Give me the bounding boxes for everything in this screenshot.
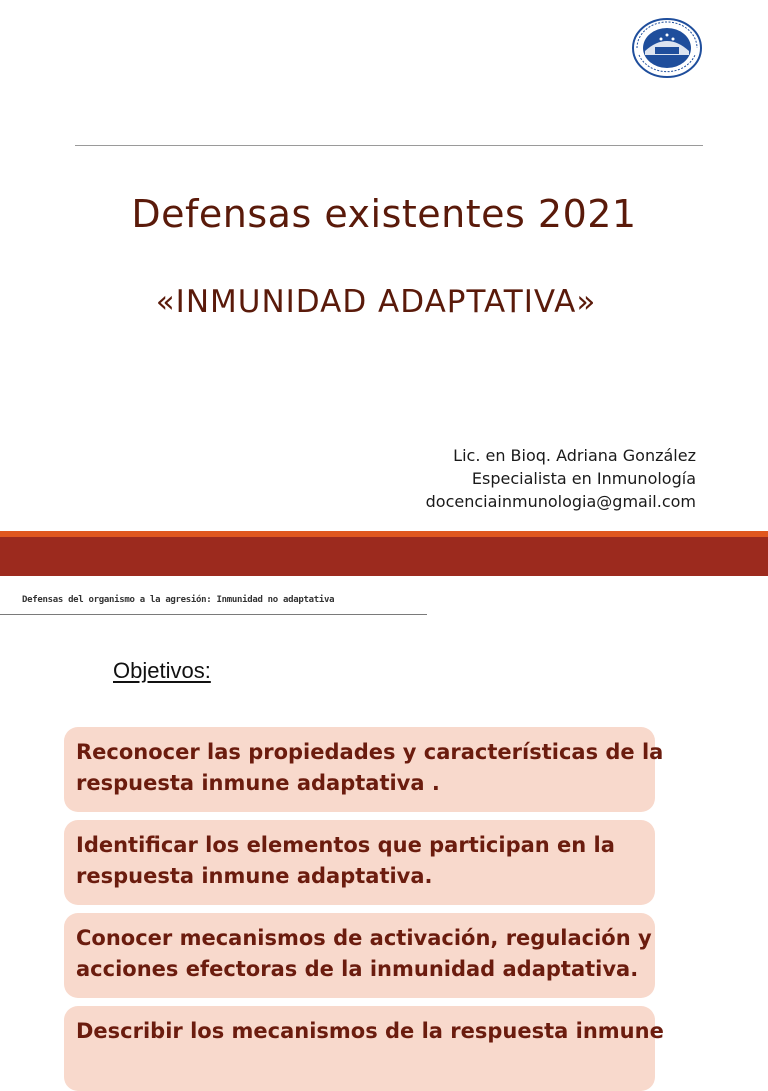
objective-box: [64, 913, 655, 998]
university-seal-icon: [631, 17, 703, 79]
author-email: docenciainmunologia@gmail.com: [425, 492, 696, 511]
header-divider: [0, 614, 427, 615]
objective-text: acciones efectoras de la inmunidad adaptativa.: [76, 957, 639, 981]
objective-box: [64, 1006, 664, 1091]
objective-text: Reconocer las propiedades y características de la: [76, 740, 664, 764]
objective-box: [64, 820, 655, 905]
slide-subtitle: «INMUNIDAD ADAPTATIVA»: [155, 284, 597, 320]
objective-text: Describir los mecanismos de la respuesta inmune: [76, 1019, 664, 1043]
objectives-heading: Objetivos:: [113, 658, 211, 683]
author-title: Especialista en Inmunología: [471, 469, 696, 488]
slide-title: Defensas existentes 2021: [131, 192, 637, 236]
top-divider: [75, 145, 703, 146]
author-name: Lic. en Bioq. Adriana González: [453, 446, 696, 465]
slide-header: Defensas del organismo a la agresión: Inmunidad no adaptativa: [22, 595, 335, 605]
objective-box: [64, 727, 664, 812]
objectives-slide: [0, 576, 768, 1043]
objective-text: Identificar los elementos que participan en la: [76, 833, 615, 857]
objective-text: Conocer mecanismos de activación, regulación y: [76, 926, 652, 950]
objective-text: respuesta inmune adaptativa .: [76, 771, 440, 795]
objective-text: respuesta inmune adaptativa.: [76, 864, 433, 888]
footer-band: [0, 537, 768, 576]
author-block: [426, 444, 696, 513]
